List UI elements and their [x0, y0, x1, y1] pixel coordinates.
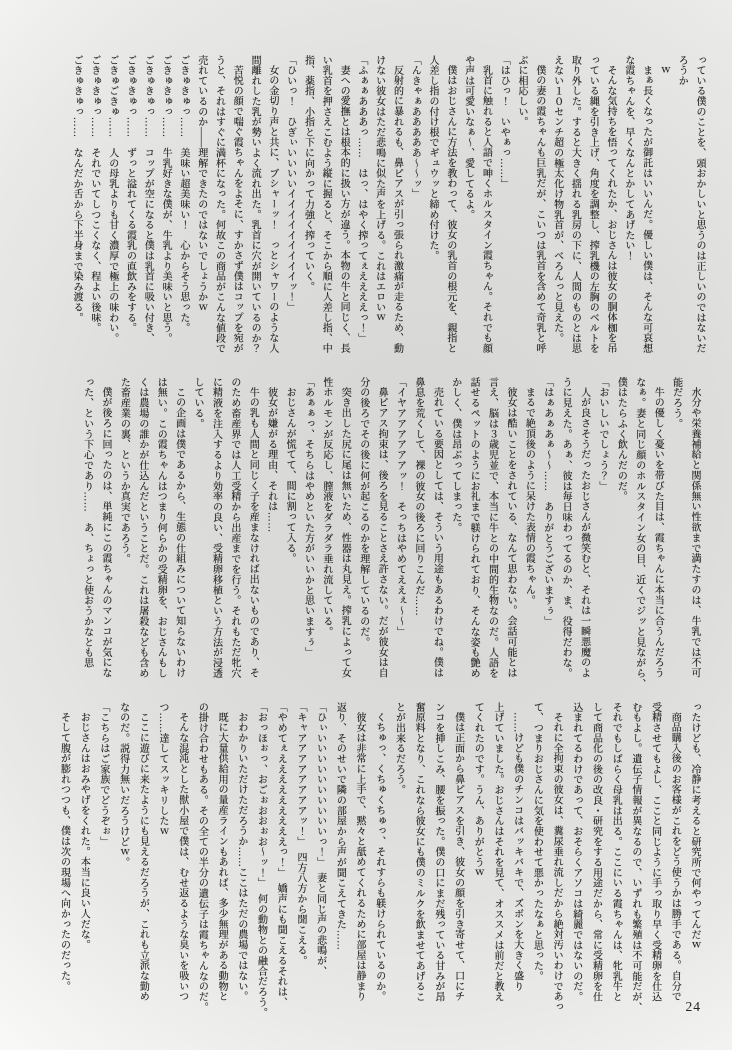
text-column: ごきゅきゅっ…… なんだか舌から下半身まで染み渡る。 [71, 55, 83, 323]
text-column: くちゅっ、くちゅくちゅっ、それすらも躾けられているのか。 [373, 712, 385, 1002]
text-column: 「こちらはご家族でどうぞぉ」 [97, 702, 109, 847]
text-column: 「やめてぇえええええええええっ！」 嬌声にも聞こえるそれは、 [275, 702, 287, 1008]
text-column: ここに遊びに来たようにも見えるだろうが、これも立派な勤め [137, 712, 149, 1002]
text-column: 「んきゃぁあああああ～～ッ」 [409, 55, 421, 200]
text-column: 言え、脳は３歳児並で、本当に牛との中間的生物なのだ。人語を [486, 377, 498, 679]
text-column: つ……達してスッキリしたｗ [157, 702, 169, 837]
text-column: に精液を注入するより効率の良い、受精卵移植という方法が浸透 [210, 377, 222, 679]
text-column: そして腹が膨れつつも、僕は次の現場へ向かったのだった。 [58, 712, 70, 992]
text-band-bottom [54, 702, 704, 1024]
text-column: している。 [192, 377, 204, 429]
text-column: 能だろう。 [670, 377, 682, 429]
text-column: ろうか [676, 55, 688, 86]
text-column: 鼻息を荒くして、裸の彼女の後ろに回りこんだ…… [412, 377, 424, 617]
text-band-middle [77, 377, 703, 695]
text-column: 牛の乳も人間と同じく子を産まなければ出ないものであり、そ [247, 387, 259, 679]
text-column: ごきゅごきゅ…… 人の母乳よりも甘く濃厚で極上の味わい。 [106, 55, 118, 344]
text-column: 「ふぁぁあああっ…… はっ、はやく搾ってぇええええっ！」 [355, 55, 367, 344]
text-column: のため畜産界では人工受精から出産までを行う。それもただ牝穴 [228, 377, 240, 679]
text-column: 乳首に触れると人語で呻くホルスタイン霞ちゃん。それでも顔 [480, 65, 492, 354]
text-column: 突き出した尻に尾は無いため、性器は丸見え。搾乳によって女 [339, 387, 351, 679]
text-column: ごきゅきゅっ…… 美味い超美味い！ 心からそう思った。 [177, 55, 189, 334]
text-column: 妻への愛撫とは根本的に扱い方が違う。本物の牛と同じく、長 [338, 65, 350, 354]
text-column: かしく、僕は昂ぶってしまった。 [449, 377, 461, 533]
text-column: ぶに相応しい。 [516, 55, 528, 128]
text-column: 牛の優しく憂いを帯びた目は、霞ちゃんに本当に合うんだろう [652, 387, 664, 679]
text-column: 指、薬指、小指と下に向かって力強く搾っていく。 [302, 55, 314, 292]
text-column: うと、それはすぐに満杯になった。何故この商品がこんな値段で [213, 55, 225, 354]
text-column: た畜産業の裏、というか真実であろう。 [118, 377, 130, 565]
text-column: ンコを挿しこみ、腰を振った。僕の口にまだ残っている甘みが昂 [432, 702, 444, 1003]
text-column: 「おいしいでしょう？」 [596, 377, 608, 492]
text-column: 「あぁぁっ、そちらはやめといた方がいいかと思いますぅ」 [302, 377, 314, 658]
text-column: むもよし。遺伝子情報が異なるので、いずれも繁殖は不可能だが、 [629, 702, 641, 1013]
text-column: それに全拘束の彼女は、糞尿垂れ流しだから絶対汚いわけであっ [551, 712, 563, 1013]
text-column: 女の金切り声と共に、ブシャーッ！ っとシャワーのような人 [266, 65, 278, 354]
text-column: 鼻ピアス拘束は、後ろを見ることさえ許さない。だが彼女は自 [376, 387, 388, 679]
text-column: 「ひいっ！ ひぎぃいいいいイイイイイイイイイッ！」 [284, 55, 296, 313]
text-column: 「はひっ！ いやぁっ……」 [498, 55, 510, 189]
text-column: えない１０センチ超の極太化け物乳首が、べろんっと見えた。 [551, 55, 563, 344]
text-column: 反射的に暴れるも、鼻ピアスが引っ張られ激痛が走るため、動 [391, 65, 403, 354]
text-column: くは農場の誰かが仕込んだということだ。これは屠殺なども含め [136, 377, 148, 679]
text-column: 取り外した。すると大きく揺れる乳房の下に、人間のものとは思 [569, 55, 581, 354]
text-column: 彼女は非常に上手で、黙々と舐めてくれるために部屋は静まり [354, 712, 366, 1002]
text-column: とが出来るだろう。 [393, 702, 405, 796]
text-column: 話せるペットのようにお礼まで躾けられており、そんな姿も艶め [468, 377, 480, 679]
text-column: 「イヤアアアアアアッ！ そっちはやめてええぇ～～」 [394, 377, 406, 637]
text-column: 込まれてるわけであって、おそらくアソコは綺麗ではないのだ。 [570, 702, 582, 1003]
text-column: 性ホルモンが反応し、膣液をダラダラ垂れ流している。 [320, 377, 332, 637]
text-column: 「おっほぉっ、おごぉおおぉお～ッ！」 何の動物との融合だろう。 [255, 702, 267, 1018]
text-column: 人差し指の付け根でギュウッと締め付けた。 [427, 55, 439, 261]
text-column: の掛け合わせもある。その全ての半分の遺伝子は霞ちゃんなのだ。 [196, 702, 208, 1013]
text-column: 僕の妻の霞ちゃんも巨乳だが、こいつは乳首を含めて奇乳と呼 [533, 65, 545, 354]
text-column: 僕が後ろに回ったのは、単純にこの霞ちゃんのマンコが気にな [100, 387, 111, 679]
text-column: 僕はおじさんに方法を教わって、彼女の乳首の根元を、親指と [444, 65, 456, 354]
text-column: 僕はたらふく飲んだのだ。 [615, 377, 627, 502]
text-column: った、という下心であり…… あ、ちょっと使おうかなとも思 [81, 377, 93, 669]
text-column: てくれたのです。うん、ありがとうｗ [472, 702, 484, 878]
text-column: まぁ長くなったが御託はいいんだ。優しい僕は、そんな可哀想 [640, 65, 652, 354]
text-column: して商品化の後の改良・研究をする用途だから、常に受精卵を仕 [590, 702, 602, 1003]
text-column: 間離れした乳が勢いよく流れ出た。乳首に穴が開いているのか？ [249, 55, 261, 354]
text-column: 「はぁあぁあぁ～～…… ありがとうございますぅ」 [541, 377, 553, 627]
text-column: な霞ちゃんを、早くなんとかしてあげたい！ [622, 55, 634, 261]
text-column: 受精させてもよし、ここと同じように手っ取り早く受精卵を仕込 [649, 702, 661, 1003]
text-column: ｗ [658, 65, 670, 76]
text-band-top [67, 55, 708, 359]
text-column: 僕は正面から鼻ピアスを引き、彼女の顔を引き寄せて、口にチ [452, 712, 464, 1002]
text-column: ごきゅきゅっ…… ずっと溢れてくる霞乳の直飲みをする。 [124, 55, 136, 334]
text-column: なぁ。妻と同じ顔のホルスタイン女の目、近くでジッと見ながら、 [633, 377, 645, 689]
text-column: 「ひぃいいいいいいいいいいっ！」 妻と同じ声の悲鳴が、 [314, 702, 326, 977]
text-column: 彼女は酷いことをされている、なんて思わない。会話可能とは [504, 387, 516, 679]
text-column: そんな気持ちを悟ってくれたか、おじさんは彼女の胴体枷を吊 [605, 65, 617, 354]
text-column: 人が良さそうだったおじさんが微笑むと、それは一瞬悪魔のよ [578, 387, 590, 679]
text-column: っている縄を引き上げ、角度を調整し、搾乳機の左胸のベルトを [587, 55, 599, 354]
text-column: 「キャアアアアアアアアッ！」 四方八方から聞こえる。 [294, 702, 306, 967]
text-column: それでもしばらく母乳は出る。ここにいる霞ちゃんは、牝乳牛と [610, 702, 622, 1003]
text-column: い乳首を押さえこむよう縦に握ると、そこから順に人差し指、中 [320, 55, 332, 354]
text-column: は無い。この霞ちゃんはつまり何らかの受精卵を、おじさんもし [155, 377, 167, 679]
text-column: 売れているのか――理解できたのではないでしょうかｗ [195, 55, 207, 313]
text-column: 商品購入後のお客様がこれをどう使うかは勝手である。自分で [669, 712, 681, 1002]
text-column: ごきゅきゅっ…… それでいてしつこくなく、程よい後味。 [88, 55, 100, 334]
text-column: 奮原料となり、これなら彼女にも僕のミルクを飲ませてあげるこ [413, 702, 425, 1003]
text-column: この企画は僕であるから、生態の仕組みについて知らないわけ [173, 387, 185, 679]
text-column: ごきゅきゅっ…… 牛乳好きな僕が、牛乳より美味いと思う。 [160, 55, 172, 344]
text-column: おじさんが慌てて、間に割って入る。 [284, 387, 296, 564]
text-column: 既に大量供給用の量産ラインもあれば、多少無理がある動物と [216, 712, 228, 1002]
text-column: なのだ。説得力無いだろうけどｗ。 [117, 702, 129, 868]
text-column: おじさんはおみやげをくれた。本当に良い人だな。 [78, 712, 90, 951]
text-column: まるで絶頂後のように呆けた表情の霞ちゃん。 [523, 387, 535, 606]
text-column: 分の後ろでその後に何が起こるのかを理解しているのだ。 [357, 377, 369, 648]
text-column: おわかりいただけただろうか……ここはただの農場ではない。 [235, 712, 247, 1002]
text-column: けない彼女はただ悲鳴に似た声を上げる。これはエロいｗ [373, 55, 385, 323]
text-column: そんな混沌とした獣小屋で僕は、むせ返るような臭いを吸いつ [176, 712, 188, 1002]
page-number: 24 [685, 999, 701, 1014]
text-column: 上げていました。おじさんはそれを見て、オススメは前だと教え [491, 702, 503, 1003]
text-column: 苦悦の顔で喘ぐ霞ちゃんをよそに、すかさず僕はコップを宛が [231, 65, 243, 354]
text-column: ったけども、冷静に考えると研究所で何やってんだｗ [689, 702, 700, 951]
text-column: っている僕のことを、頭おかしいと思うのは正しいのではないだ [694, 55, 705, 354]
text-column: て、つまりおじさんに気を使わせて悪かったなぁと思った。 [531, 702, 543, 982]
text-column: 売れている要因としては、そういう用途もあるわけでね。僕は [431, 387, 443, 679]
text-column: 返り、そのせいで隣の部屋から声が聞こえてきた…… [334, 702, 346, 951]
text-column: うに見えた。あぁ、彼は毎日味わってるのか、ま、役得だわな。 [560, 377, 572, 679]
text-column: 水分や栄養補給と関係無い性欲まで満たすのは、牛乳では不可 [689, 387, 700, 679]
text-column: 彼女が嫌がる理由、それは…… [265, 387, 277, 533]
text-column: ごきゅきゅっ…… コップが空になると僕は乳首に吸い付き、 [142, 55, 154, 344]
text-column: や声は可愛いなぁ～、愛してるよ。 [462, 55, 474, 220]
text-column: ……けども僕のチンコはバッキバキで、ズボンを大きく盛り [511, 712, 523, 992]
